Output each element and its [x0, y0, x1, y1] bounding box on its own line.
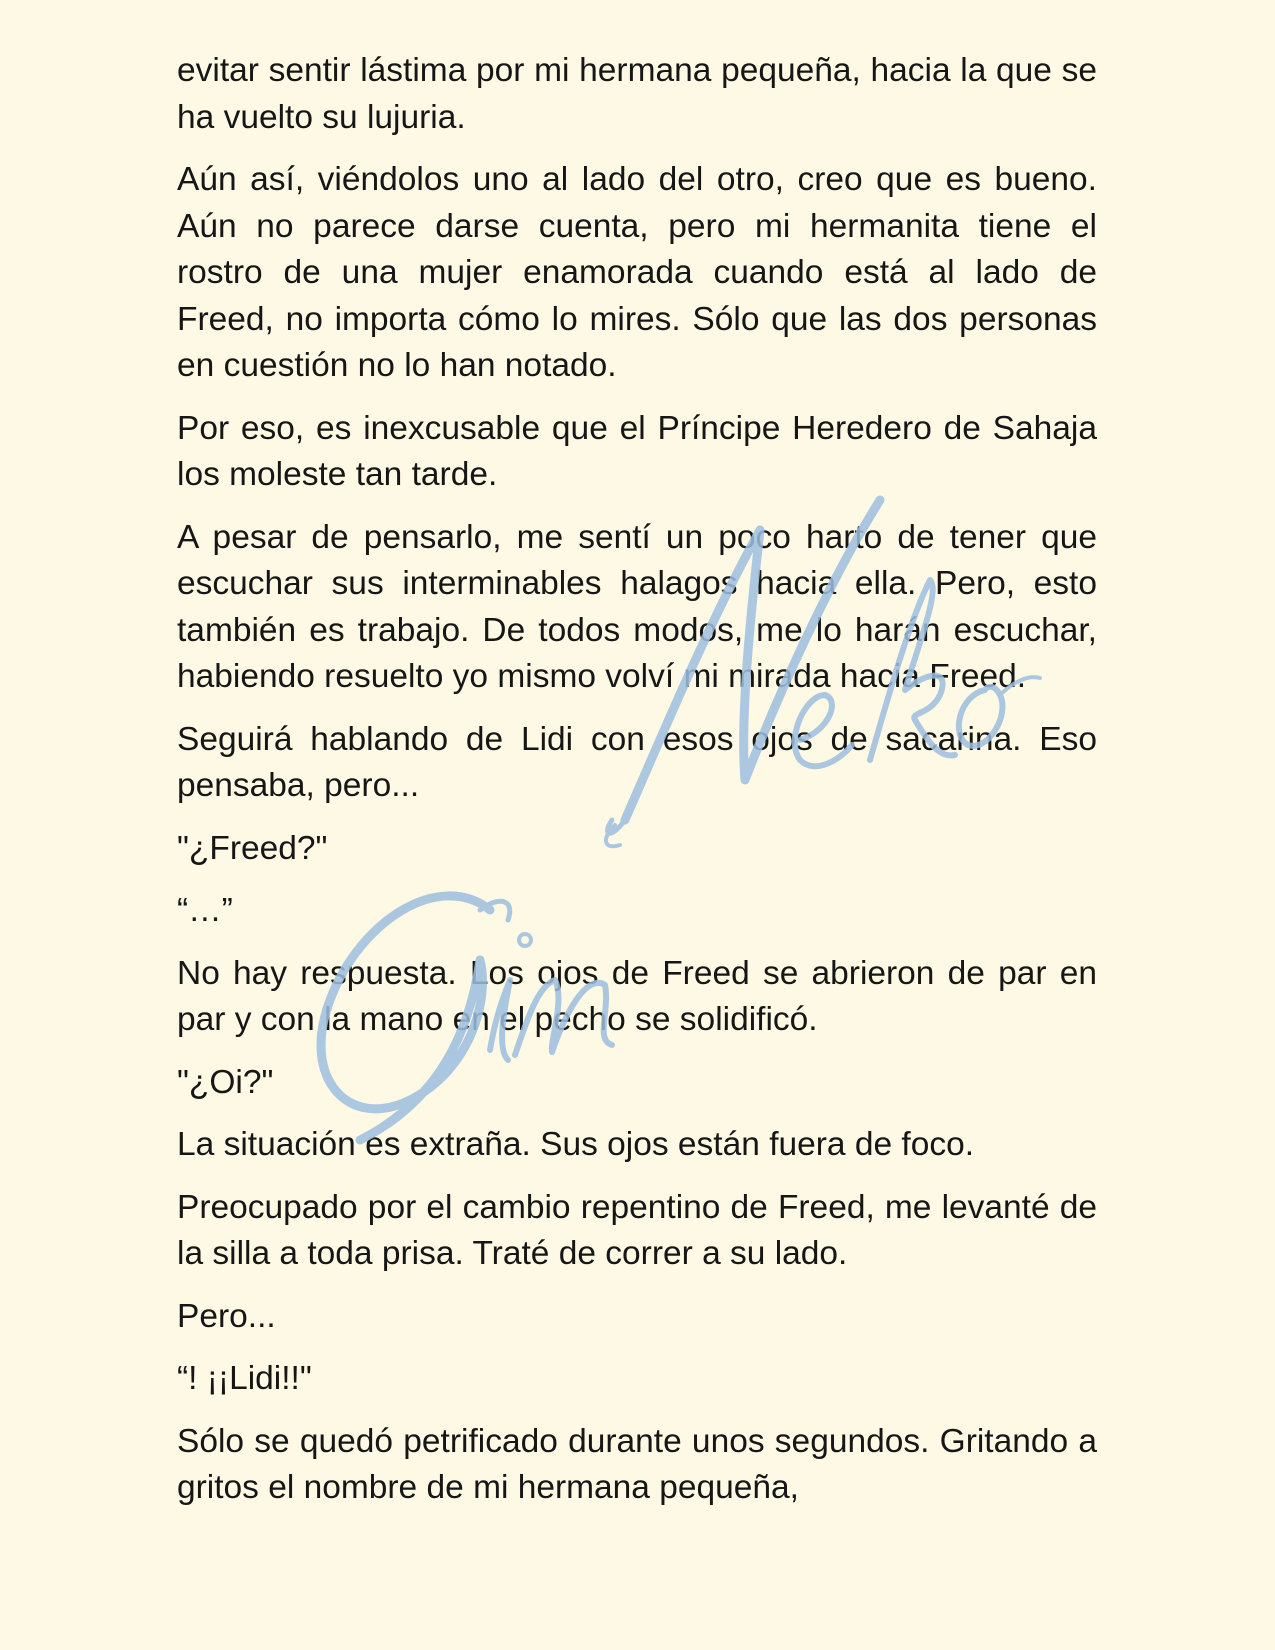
paragraph: No hay respuesta. Los ojos de Freed se abrieron de par en par y con la mano en el pecho se solidificó.: [177, 954, 1097, 1038]
paragraph: Sólo se quedó petrificado durante unos segundos. Gritando a gritos el nombre de mi hermana pequeña,: [177, 1422, 1097, 1506]
paragraph: A pesar de pensarlo, me sentí un poco harto de tener que escuchar sus interminables halagos hacia ella. Pero, esto también es trabajo. De todos modos, me lo harán escuchar, habiendo resuelto yo mismo volví mi mirada hacia Freed.: [177, 518, 1097, 695]
dialogue-line: “…”: [177, 892, 233, 929]
paragraph: Aún así, viéndolos uno al lado del otro, creo que es bueno. Aún no parece darse cuenta, pero mi hermanita tiene el rostro de una mujer enamorada cuando está al lado de Freed, no importa cómo lo mires. Sólo que las dos personas en cuestión no lo han notado.: [177, 161, 1097, 384]
body-text: [177, 48, 1097, 1528]
paragraph: Seguirá hablando de Lidi con esos ojos de sacarina. Eso pensaba, pero...: [177, 720, 1097, 804]
paragraph: Pero...: [177, 1297, 276, 1335]
paragraph: Por eso, es inexcusable que el Príncipe Heredero de Sahaja los moleste tan tarde.: [177, 409, 1097, 493]
dialogue-line: "¿Freed?": [177, 829, 328, 867]
paragraph: Preocupado por el cambio repentino de Freed, me levanté de la silla a toda prisa. Traté de correr a su lado.: [177, 1188, 1097, 1272]
paragraph: evitar sentir lástima por mi hermana pequeña, hacia la que se ha vuelto su lujuria.: [177, 52, 1097, 136]
paragraph: La situación es extraña. Sus ojos están fuera de foco.: [177, 1126, 975, 1163]
dialogue-line: “! ¡¡Lidi!!": [177, 1360, 312, 1397]
dialogue-line: "¿Oi?": [177, 1063, 274, 1101]
